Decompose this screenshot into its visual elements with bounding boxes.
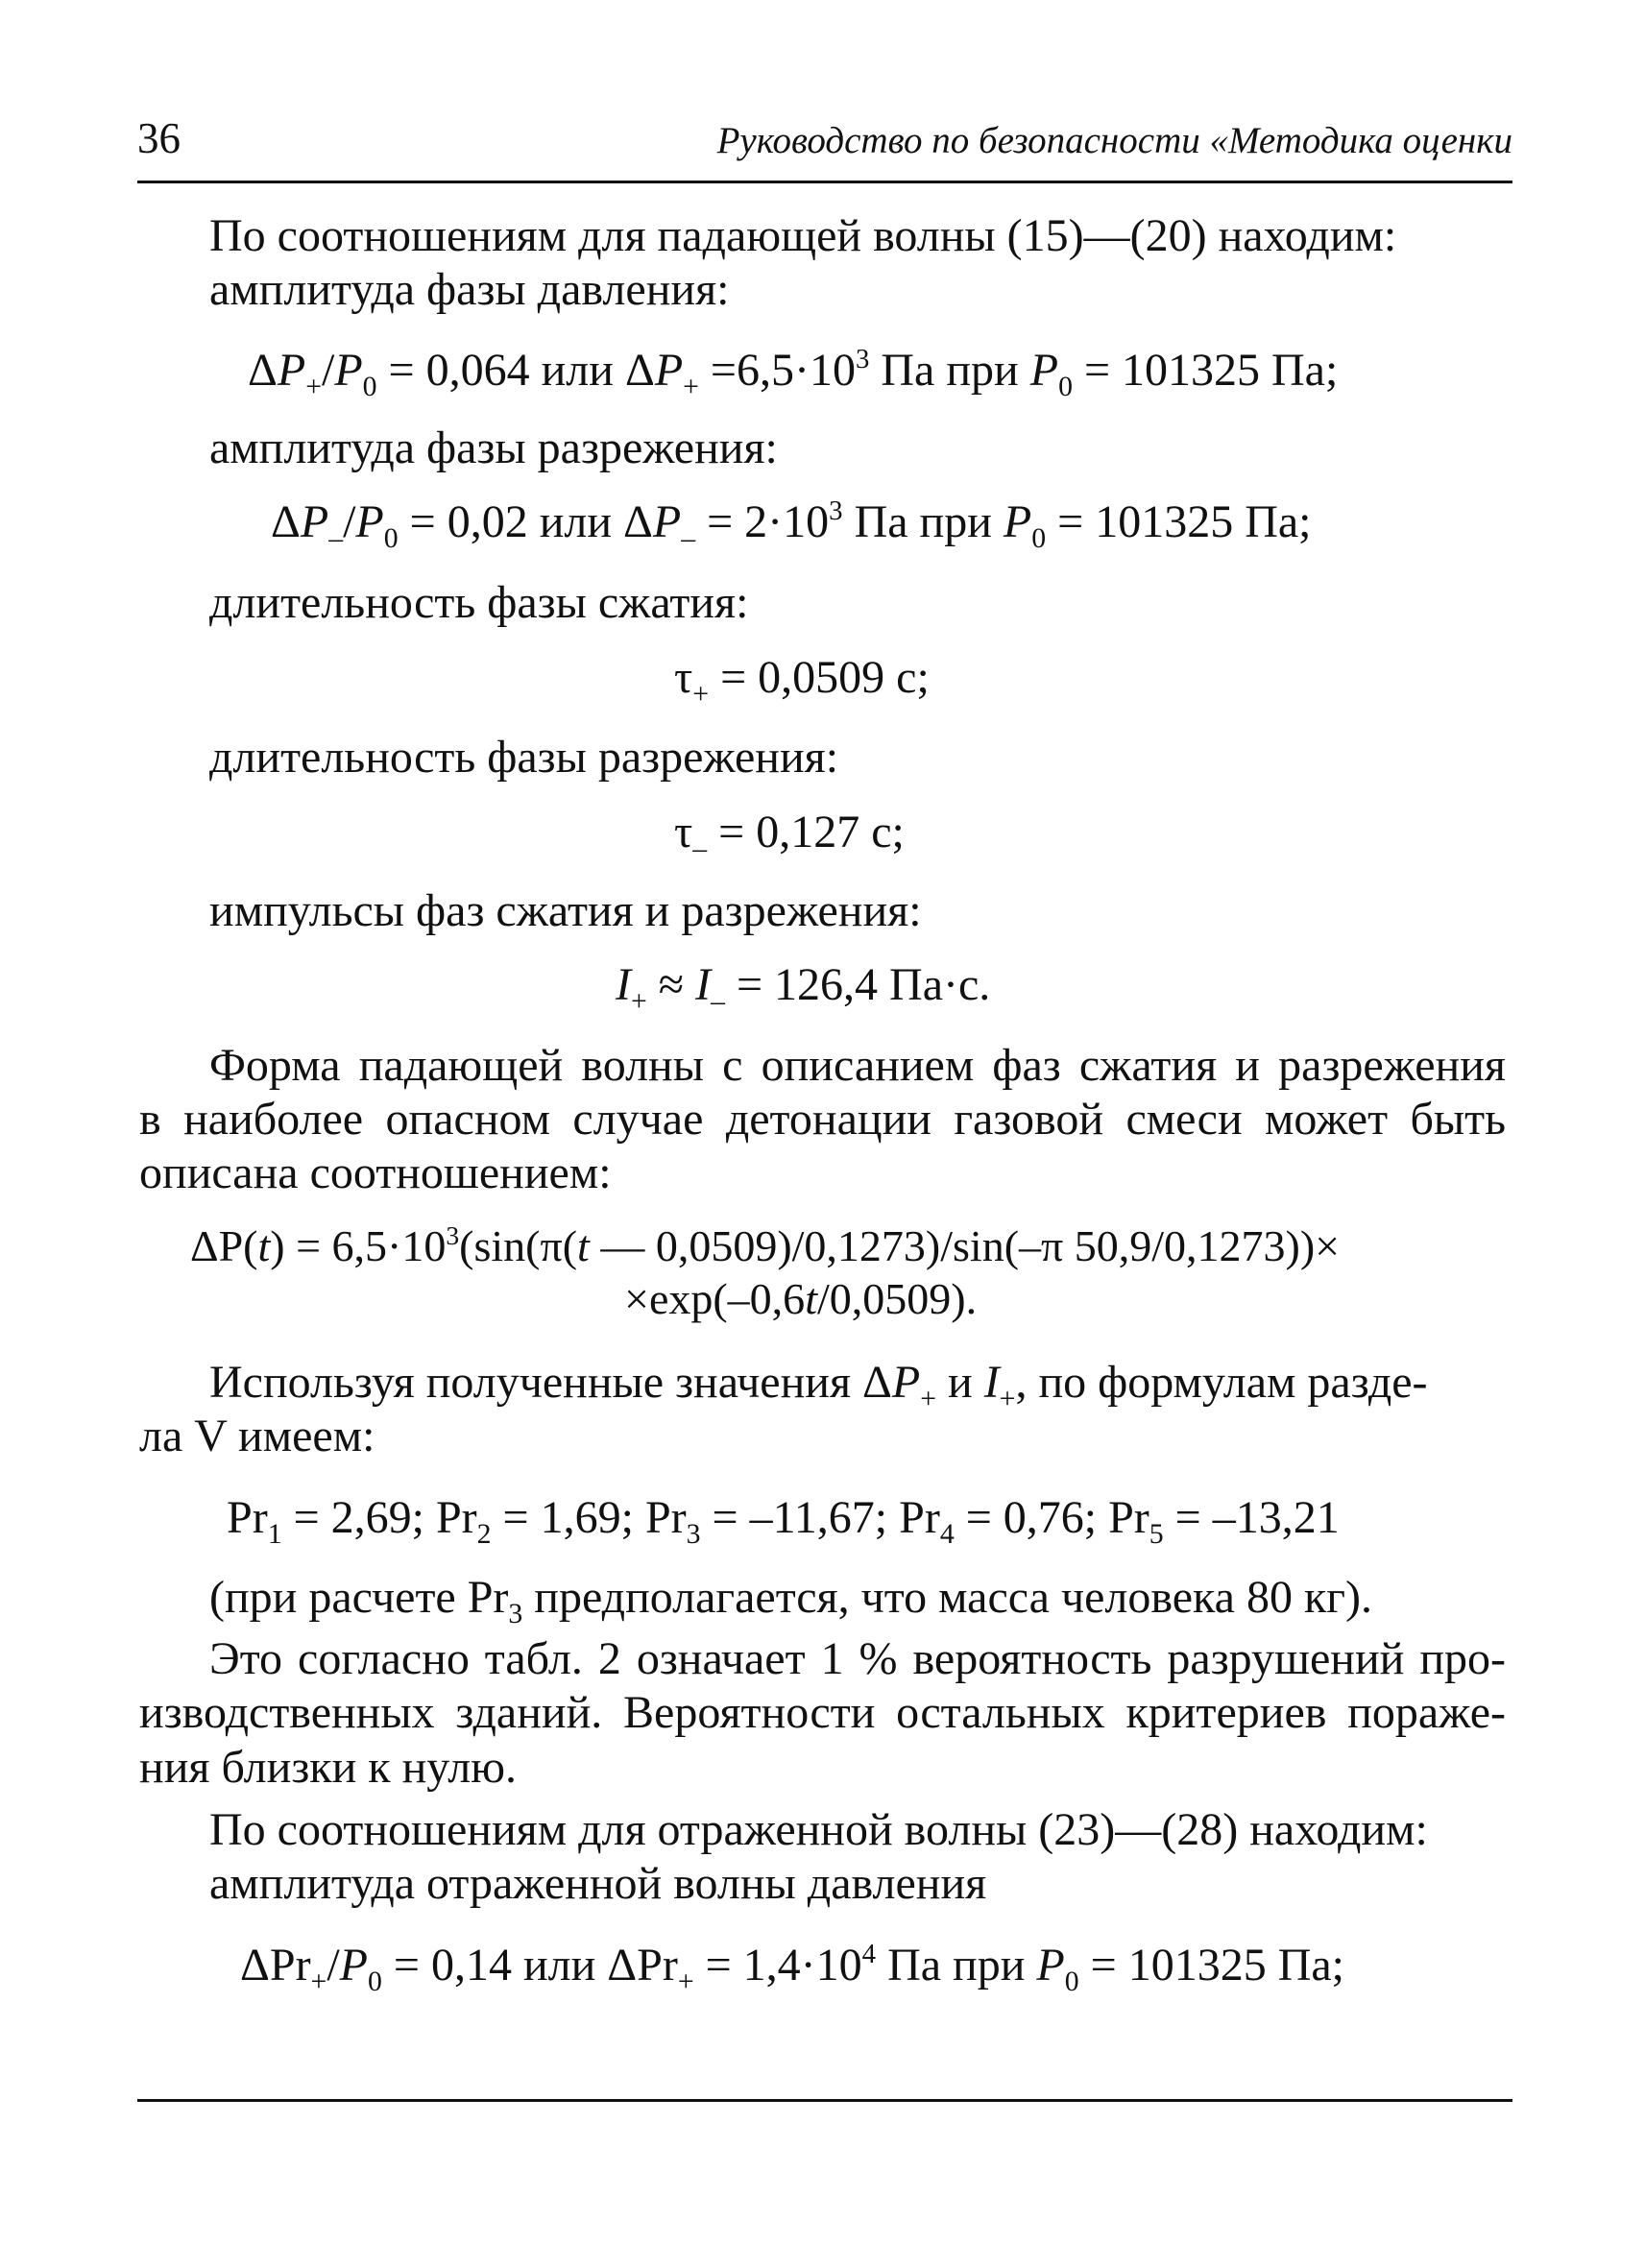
paragraph-line: Форма падающей волны с описанием фаз сжатия и разрежения: [209, 1040, 1506, 1091]
paragraph-line: амплитуда фазы разрежения:: [209, 422, 778, 473]
paragraph-line: в наиболее опасном случае детонации газовой смеси может быть: [139, 1094, 1506, 1145]
equation-compression-duration: $\tau_+ = 0,0509$ с;: [674, 652, 930, 711]
footer-rule: [137, 2099, 1512, 2102]
equation-reflected-pressure-amplitude: $\Delta Pr_+/P_0 = 0,14$ или $\Delta Pr_+ = 1,4\cdot 10^4$ Па при $P_0 = 101325$ Па;: [240, 1939, 1344, 1998]
paragraph-line: изводственных зданий. Вероятности остальных критериев пораже-: [139, 1687, 1506, 1738]
equation-waveform-line-1: $\Delta P(t) = 6,5\cdot 10^3(\sin(\pi(t$ — 0,0509)/0,1273)/sin(–π 50,9/0,1273))×: [190, 1219, 1341, 1270]
paragraph-line: По соотношениям для отраженной волны (23)—(28) находим:: [209, 1804, 1428, 1855]
equation-impulses: $I_+ \approx I_- = 126,4$ Па·с.: [616, 959, 991, 1018]
paragraph-line: Это согласно табл. 2 означает 1 % вероятность разрушений про-: [209, 1633, 1506, 1684]
paragraph-line: ла V имеем:: [139, 1411, 375, 1461]
paragraph-line: Используя полученные значения $\Delta P_+$ и $I_+$, по формулам разде-: [209, 1357, 1428, 1415]
paragraph-line: длительность фазы сжатия:: [209, 577, 749, 628]
paragraph-line: длительность фазы разрежения:: [209, 732, 839, 783]
paragraph-line: амплитуда фазы давления:: [209, 264, 730, 315]
equation-rarefaction-duration: $\tau_- = 0,127$ с;: [674, 807, 905, 865]
equation-probits: $Pr_1 = 2,69$; $Pr_2 = 1,69$; $Pr_3 = -11,67$; $Pr_4 = 0,76$; $Pr_5 = -13,21$: [227, 1492, 1340, 1551]
running-title: Руководство по безопасности «Методика оценки: [716, 120, 1512, 161]
paragraph-line: (при расчете $Pr_3$ предполагается, что масса человека 80 кг).: [209, 1572, 1372, 1630]
paragraph-line: амплитуда отраженной волны давления: [209, 1858, 987, 1909]
equation-incident-pressure-amplitude: $\Delta P_+/P_0 = 0,064$ или $\Delta P_+ =6,5\cdot 10^3$ Па при $P_0 = 101325$ Па;: [248, 344, 1339, 403]
equation-waveform-line-2: ×exp(–0,6t/0,0509).: [624, 1274, 978, 1323]
paragraph-line: По соотношениям для падающей волны (15)—(20) находим:: [209, 210, 1397, 261]
page-number: 36: [137, 114, 181, 162]
page-header: [137, 108, 1512, 183]
paragraph-line: импульсы фаз сжатия и разрежения:: [209, 885, 922, 936]
paragraph-line: описана соотношением:: [139, 1147, 612, 1198]
equation-rarefaction-amplitude: $\Delta P_-/P_0 = 0,02$ или $\Delta P_- = 2\cdot 10^3$ Па при $P_0 = 101325$ Па;: [271, 495, 1312, 555]
paragraph-line: ния близки к нулю.: [139, 1742, 517, 1793]
